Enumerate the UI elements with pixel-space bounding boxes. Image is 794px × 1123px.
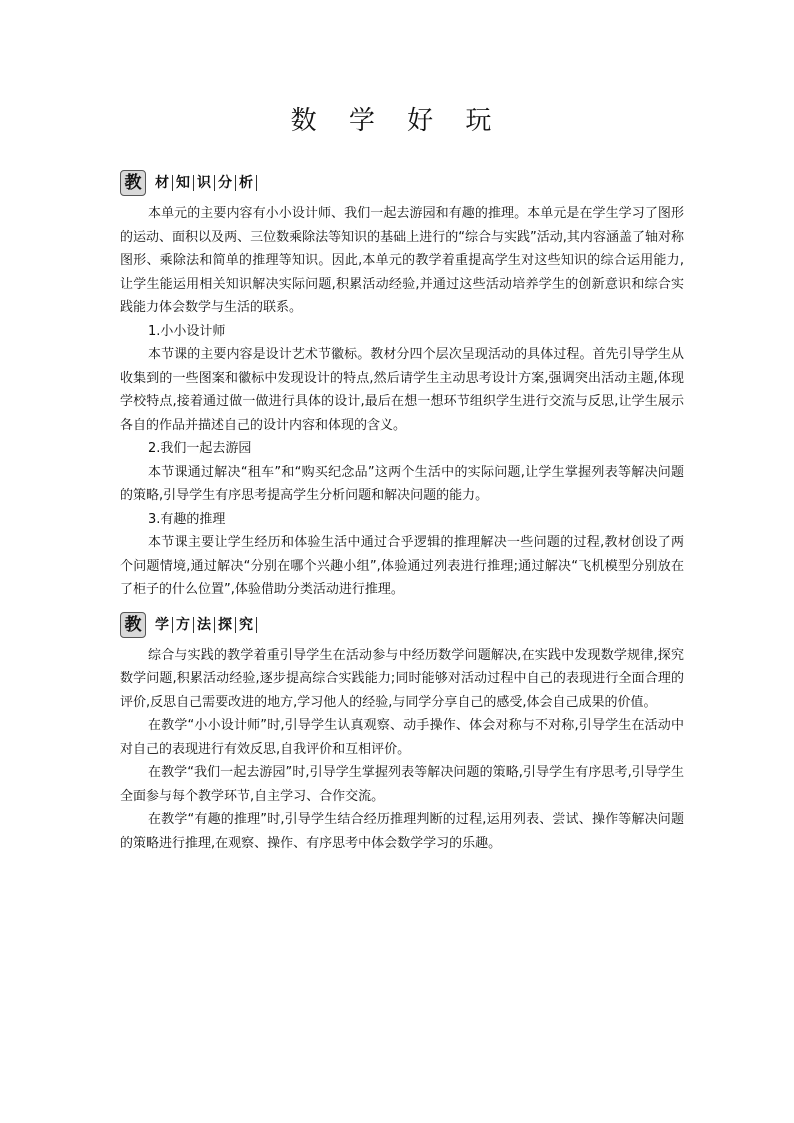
section-badge: 教 xyxy=(120,612,146,638)
content xyxy=(120,168,684,855)
section-badge: 教 xyxy=(120,170,146,196)
section-title-char: 究 xyxy=(236,617,257,633)
section-title-char: 分 xyxy=(215,175,236,191)
section-title-char: 方 xyxy=(173,617,194,633)
paragraph: 本节课通过解决“租车”和“购买纪念品”这两个生活中的实际问题,让学生掌握列表等解决问题的策略,引导学生有序思考提高学生分析问题和解决问题的能力。 xyxy=(120,464,684,503)
section-header-textbook-analysis xyxy=(120,168,684,198)
section-title xyxy=(152,175,257,191)
page-title: 数 学 好 玩 xyxy=(290,106,504,136)
subsection-heading: 3.有趣的推理 xyxy=(148,511,226,527)
paragraph: 本节课主要让学生经历和体验生活中通过合乎逻辑的推理解决一些问题的过程,教材创设了两个问题情境,通过解决“分别在哪个兴趣小组”,体验通过列表进行推理;通过解决“飞机模型分别放在了柜子的什么位置”,体验借助分类活动进行推理。 xyxy=(120,535,684,597)
section-title-char: 析 xyxy=(236,175,257,191)
paragraph: 在教学“我们一起去游园”时,引导学生掌握列表等解决问题的策略,引导学生有序思考,引导学生全面参与每个教学环节,自主学习、合作交流。 xyxy=(120,765,684,804)
section-title-char: 学 xyxy=(152,617,173,633)
section-title-char: 探 xyxy=(215,617,236,633)
paragraph: 综合与实践的教学着重引导学生在活动参与中经历数学问题解决,在实践中发现数学规律,探究数学问题,积累活动经验,逐步提高综合实践能力;同时能够对活动过程中自己的表现进行全面合理的评价,反思自己需要改进的地方,学习他人的经验,与同学分享自己的感受,体会自己成果的价值。 xyxy=(120,647,684,710)
section-header-teaching-methods xyxy=(120,610,684,640)
section-title xyxy=(152,617,257,633)
paragraph: 本节课的主要内容是设计艺术节徽标。教材分四个层次呈现活动的具体过程。首先引导学生从收集到的一些图案和徽标中发现设计的特点,然后请学生主动思考设计方案,强调突出活动主题,体现学校特点,接着通过做一做进行具体的设计,最后在想一想环节组织学生进行交流与反思,让学生展示各自的作品并描述自己的设计内容和体现的含义。 xyxy=(120,347,684,433)
section-title-char: 识 xyxy=(194,175,215,191)
paragraph: 在教学“小小设计师”时,引导学生认真观察、动手操作、体会对称与不对称,引导学生在活动中对自己的表现进行有效反思,自我评价和互相评价。 xyxy=(120,718,684,757)
paragraph-intro: 本单元的主要内容有小小设计师、我们一起去游园和有趣的推理。本单元是在学生学习了图形的运动、面积以及两、三位数乘除法等知识的基础上进行的“综合与实践”活动,其内容涵盖了轴对称图形、乘除法和简单的推理等知识。因此,本单元的教学着重提高学生对这些知识的综合运用能力,让学生能运用相关知识解决实际问题,积累活动经验,并通过这些活动培养学生的创新意识和综合实践能力体会数学与生活的联系。 xyxy=(120,206,684,315)
paragraph: 在教学“有趣的推理”时,引导学生结合经历推理判断的过程,运用列表、尝试、操作等解决问题的策略进行推理,在观察、操作、有序思考中体会数学学习的乐趣。 xyxy=(120,812,684,851)
subsection-heading: 2.我们一起去游园 xyxy=(148,441,252,456)
section-title-char: 法 xyxy=(194,617,215,633)
subsection-heading: 1.小小设计师 xyxy=(148,323,226,339)
spacer xyxy=(120,602,684,610)
section-title-char: 知 xyxy=(173,175,194,191)
section-title-char: 材 xyxy=(152,175,173,191)
